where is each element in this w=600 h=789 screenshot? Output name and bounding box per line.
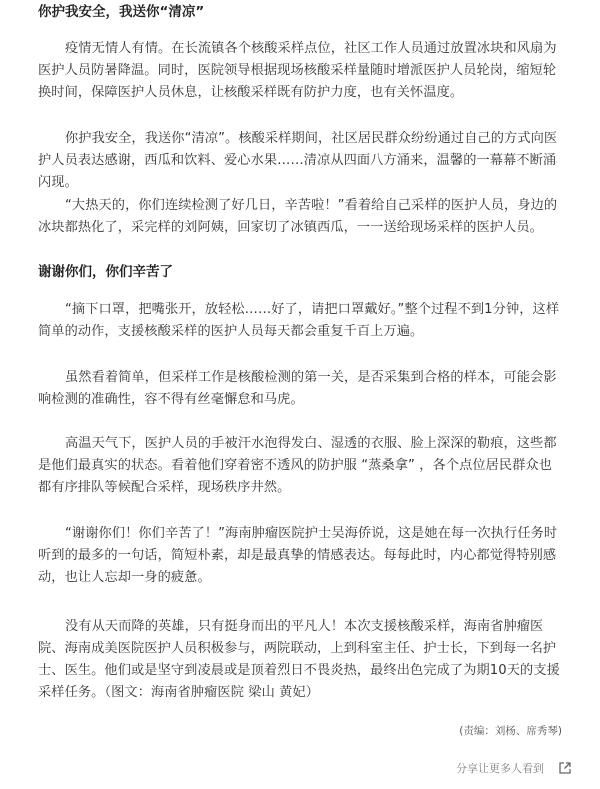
paragraph-2: 你护我安全，我送你“清凉”。核酸采样期间，社区居民群众纷纷通过自己的方式向医护人员表达感谢，西瓜和饮料、爱心水果……清凉从四面八方涌来，温馨的一幕幕不断涌闪现。 <box>38 131 558 190</box>
paragraph-1: 疫情无情人有情。在长流镇各个核酸采样点位，社区工作人员通过放置冰块和风扇为医护人员防暑降温。同时，医院领导根据现场核酸采样量随时增派医护人员轮岗，缩短轮换时间，保障医护人员休息，让核酸采样既有防护力度，也有关怀温度。 <box>38 41 557 100</box>
paragraph-8: 没有从天而降的英雄，只有挺身而出的平凡人！本次支援核酸采样，海南省肿瘤医院、海南成美医院医护人员积极参与，两院联动，上到科室主任、护士长，下到每一名护士、医生。他们或是坚守到凌晨或是顶着烈日不畏炎热，最终出色完成了为期10天的支援采样任务。（图文：海南省肿瘤医院 梁山 黄妃） <box>38 619 560 700</box>
paragraph-5: 虽然看着简单，但采样工作是核酸检测的第一关，是否采集到合格的样本，可能会影响检测的准确性，容不得有丝毫懈怠和马虎。 <box>38 370 557 407</box>
paragraph-6: 高温天气下，医护人员的手被汗水泡得发白、湿透的衣服、脸上深深的勒痕，这些都是他们最真实的状态。看着他们穿着密不透风的防护服 “蒸桑拿” ，各个点位居民群众也都有序排队等候配合采样，现场秩序井然。 <box>38 436 557 495</box>
section-heading-1: 你护我安全，我送你“清凉” <box>38 4 205 20</box>
share-button[interactable] <box>456 760 572 776</box>
paragraph-3: “大热天的，你们连续检测了好几日，辛苦啦！”看着给自己采样的医护人员，身边的冰块都热化了，采完样的刘阿姨，回家切了冰镇西瓜，一一送给现场采样的医护人员。 <box>38 198 558 235</box>
paragraph-4: “摘下口罩，把嘴张开，放轻松……好了，请把口罩戴好。”整个过程不到1分钟，这样简单的动作，支援核酸采样的医护人员每天都会重复千百上万遍。 <box>38 302 560 339</box>
share-label: 分享让更多人看到 <box>456 762 544 775</box>
paragraph-7: “谢谢你们！你们辛苦了！”海南肿瘤医院护士吴海侨说，这是她在每一次执行任务时听到的最多的一句话，简短朴素，却是最真挚的情感表达。每每此时，内心都觉得特别感动，也让人忘却一身的疲惫。 <box>38 526 558 585</box>
editor-credit: (责编：刘杨、席秀琴) <box>459 725 562 737</box>
section-heading-2: 谢谢你们，你们辛苦了 <box>38 264 173 280</box>
share-icon <box>558 761 572 775</box>
